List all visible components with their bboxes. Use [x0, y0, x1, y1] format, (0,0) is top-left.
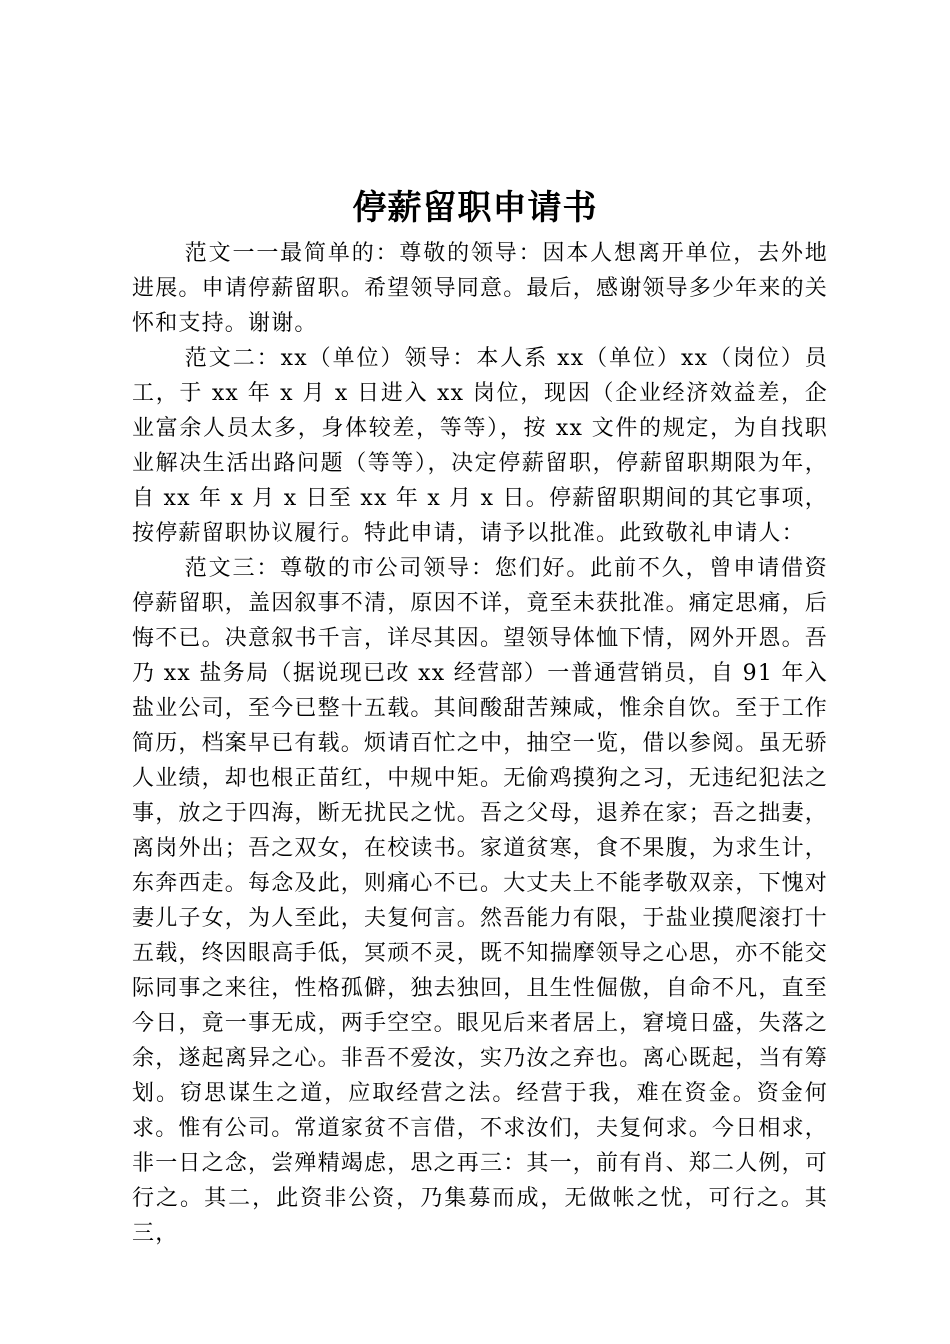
paragraph-sample-3: 范文三：尊敬的市公司领导：您们好。此前不久，曾申请借资停薪留职，盖因叙事不清，原因不详，竟至未获批准。痛定思痛，后悔不已。决意叙书千言，详尽其因。望领导体恤下情，网外开恩。吾乃 xx 盐务局（据说现已改 xx 经营部）一普通营销员，自 91 年入盐业公司，至今已整十五载。其间酸甜苦辣咸，惟余自饮。至于工作简历，档案早已有载。烦请百忙之中，抽空一览，借以参阅。虽无骄人业绩，却也根正苗红，中规中矩。无偷鸡摸狗之习，无违纪犯法之事，放之于四海，断无扰民之忧。吾之父母，退养在家；吾之拙妻，离岗外出；吾之双女，在校读书。家道贫寒，食不果腹，为求生计，东奔西走。每念及此，则痛心不已。大丈夫上不能孝敬双亲，下愧对妻儿子女，为人至此，夫复何言。然吾能力有限，于盐业摸爬滚打十五载，终因眼高手低，冥顽不灵，既不知揣摩领导之心思，亦不能交际同事之来往，性格孤僻，独去独回，且生性倔傲，自命不凡，直至今日，竟一事无成，两手空空。眼见后来者居上，窘境日盛，失落之余，遂起离异之心。非吾不爱汝，实乃汝之弃也。离心既起，当有筹划。窃思谋生之道，应取经营之法。经营于我，难在资金。资金何求。惟有公司。常道家贫不言借，不求汝们，夫复何求。今日相求，非一日之念，尝殚精竭虑，思之再三：其一，前有肖、郑二人例，可行之。其二，此资非公资，乃集募而成，无做帐之忧，可行之。其三，	[132, 556, 829, 1246]
paragraph-sample-1: 范文一一最简单的：尊敬的领导：因本人想离开单位，去外地进展。申请停薪留职。希望领导同意。最后，感谢领导多少年来的关怀和支持。谢谢。	[132, 241, 829, 336]
document-body	[132, 236, 828, 1251]
document-title: 停薪留职申请书	[352, 188, 598, 228]
paragraph-sample-2: 范文二：xx（单位）领导：本人系 xx（单位）xx（岗位）员工，于 xx 年 x 月 x 日进入 xx 岗位，现因（企业经济效益差，企业富余人员太多，身体较差，等等），按 xx 文件的规定，为自找职业解决生活出路问题（等等），决定停薪留职，停薪留职期限为年，自 xx 年 x 月 x 日至 xx 年 x 月 x 日。停薪留职期间的其它事项，按停薪留职协议履行。特此申请，请予以批准。此致敬礼申请人：	[132, 346, 828, 546]
